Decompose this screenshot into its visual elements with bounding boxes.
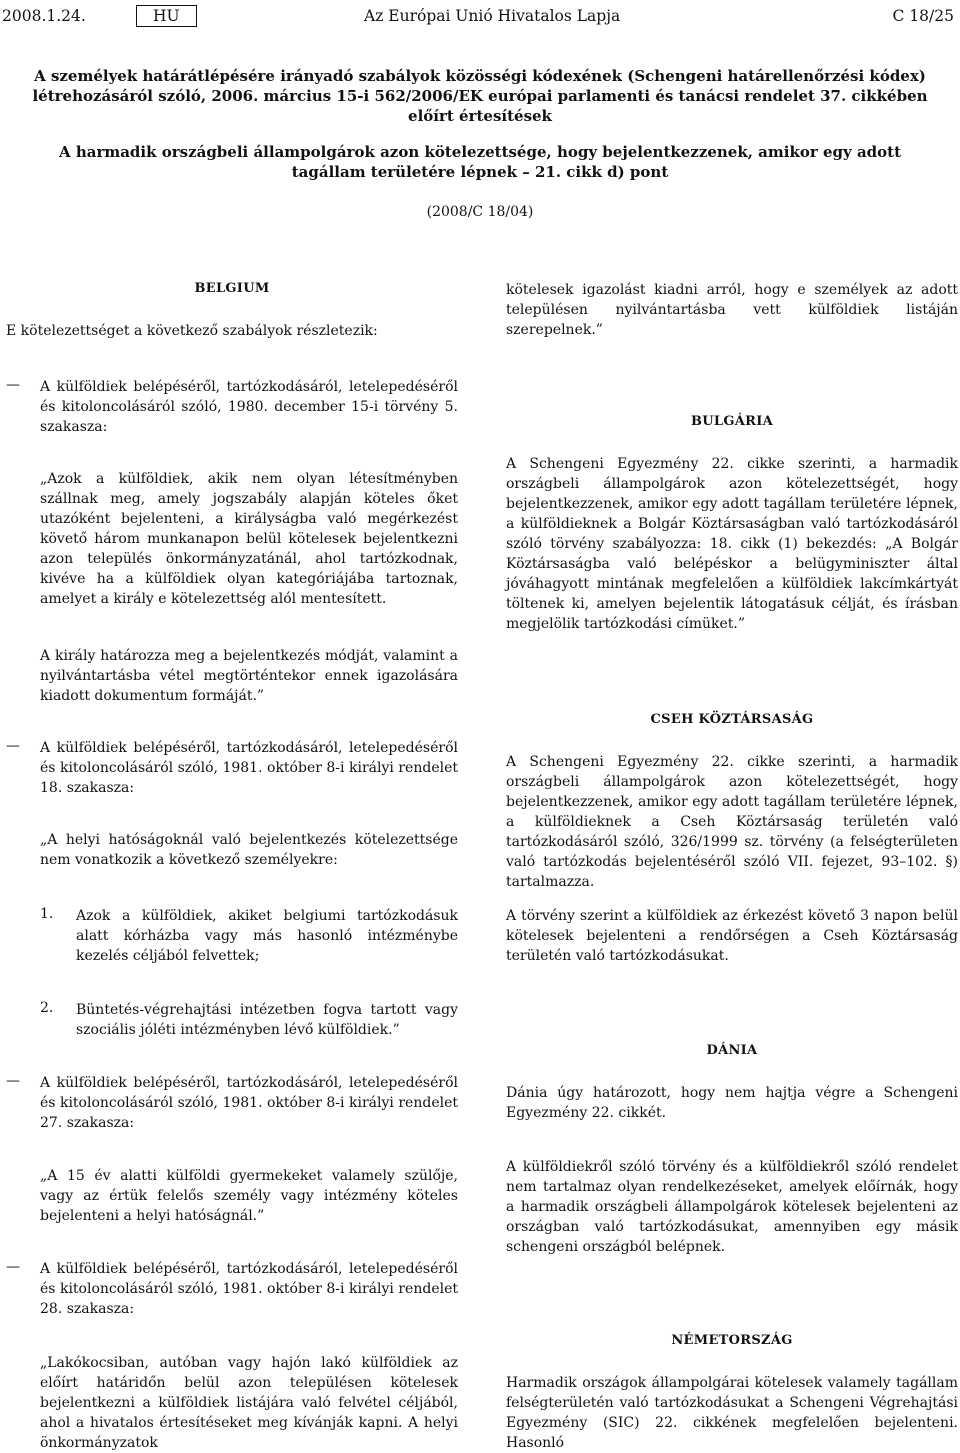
heading-belgium: BELGIUM (194, 281, 270, 296)
dash-marker: — (6, 1259, 20, 1275)
header-date: 2008.1.24. (2, 7, 86, 25)
czech-text-2: A törvény szerint a külföldiek az érkezést követő 3 napon belül kötelesek bejelenteni a rendőrségen a Cseh Köztársaság területén való tartózkodásukat. (506, 908, 958, 964)
belgium-quote-1: „Azok a külföldiek, akik nem olyan létesítményben szállnak meg, amely jogszabály alapján köteles őket utazóként bejelenteni, a királyságba való megérkezést követő három munkanapon belül kötelesek bejelentkezni azon település önkormányzatánál, ahol tartózkodnak, kivéve ha a külföldiek olyan kategóriájába tartoznak, amelyet a király e kötelezettség alól mentesített. (40, 471, 458, 607)
heading-bulgaria: BULGÁRIA (690, 414, 774, 429)
germany-text: Harmadik országok állampolgárai kötelesek valamely tagállam felségterületén való tartózkodásukat a Schengeni Végrehajtási Egyezmény (SIC) 22. cikkének megfelelően bejelenteni. Hasonló (506, 1375, 958, 1451)
belgium-quote-3: „A 15 év alatti külföldi gyermekeket valamely szülője, vagy az értük felelős személy vagy intézmény köteles bejelenteni a helyi hatóságnál.” (40, 1168, 458, 1224)
header-journal-name: Az Európai Unió Hivatalos Lapja (364, 7, 621, 25)
bulgaria-text: A Schengeni Egyezmény 22. cikke szerinti, a harmadik országbeli állampolgárok azon kötelezettségét, hogy bejelentkezzenek, amikor egy adott tagállam területére lépnek, a külföldieknek a Bolgár Köztársaságban való tartózkodásáról szóló törvény szabályozza: 18. cikk (1) bekezdés: „A Bolgár Köztársaságba való belépéskor a belügyminiszter által jóváhagyott mintának megfelelően a külföldiek lakcímkártyát töltenek ki, amelyen bejelentik látogatásuk célját, és írásban megjelölik tartózkodási címüket.” (506, 456, 958, 632)
heading-germany: NÉMETORSZÁG (671, 1333, 793, 1348)
document-subtitle: A harmadik országbeli állampolgárok azon kötelezettsége, hogy bejelentkezzenek, amikor egy adott tagállam területére lépnek – 21. cikk d) pont (58, 143, 902, 181)
document-reference: (2008/C 18/04) (426, 204, 534, 220)
heading-czech-republic: CSEH KÖZTÁRSASÁG (650, 712, 814, 727)
czech-text: A Schengeni Egyezmény 22. cikke szerinti, a harmadik országbeli állampolgárok azon kötelezettségét, hogy bejelentkezzenek, amikor egy adott tagállam területére lépnek, a külföldieknek a Cseh Köztársaság területén való tartózkodásáról szóló, 326/1999 sz. törvény (a felségterületen való tartózkodás bejelentéséről szóló VII. fejezet, 93–102. §) tartalmazza. (506, 754, 958, 890)
heading-denmark: DÁNIA (706, 1043, 758, 1058)
denmark-text: Dánia úgy határozott, hogy nem hajtja végre a Schengeni Egyezmény 22. cikkét. (506, 1085, 958, 1121)
belgium-exemption-1: Azok a külföldiek, akiket belgiumi tartózkodásuk alatt kórházba vagy más hasonló intézménybe kezelés céljából felvettek; (76, 908, 458, 964)
header-page-number: C 18/25 (892, 7, 954, 25)
belgium-quote-4: „Lakókocsiban, autóban vagy hajón lakó külföldiek az előírt határidőn belül azon településen kötelesek bejelentkezni a külföldiek listájára való felvétel céljából, ahol a hivatalos értesítéseket meg kívánják kapni. A helyi önkormányzatok (40, 1355, 458, 1451)
belgium-continuation: kötelesek igazolást kiadni arról, hogy e személyek az adott településen nyilvántartásba vett külföldiek listáján szerepelnek.” (506, 282, 958, 338)
belgium-intro: E kötelezettséget a következő szabályok részletezik: (6, 323, 378, 339)
belgium-item-2: A külföldiek belépéséről, tartózkodásáról, letelepedéséről és kitoloncolásáról szóló, 1981. október 8-i királyi rendelet 18. szakasza: (40, 740, 458, 796)
document-title: A személyek határátlépésére irányadó szabályok közösségi kódexének (Schengeni határellenőrzési kódex) létrehozásáról szóló, 2006. március 15-i 562/2006/EK európai parlamenti és tanácsi rendelet 37. cikkében előírt értesítések (32, 67, 928, 125)
belgium-item-1: A külföldiek belépéséről, tartózkodásáról, letelepedéséről és kitoloncolásáról szóló, 1980. december 15-i törvény 5. szakasza: (40, 379, 458, 435)
belgium-quote-1b: A király határozza meg a bejelentkezés módját, valamint a nyilvántartásba vétel megtörténtekor ennek igazolására kiadott dokumentum formáját.” (40, 648, 458, 704)
belgium-item-3: A külföldiek belépéséről, tartózkodásáról, letelepedéséről és kitoloncolásáról szóló, 1981. október 8-i királyi rendelet 27. szakasza: (40, 1075, 458, 1131)
denmark-text-2: A külföldiekről szóló törvény és a külföldiekről szóló rendelet nem tartalmaz olyan rendelkezéseket, amelyek előírnák, hogy a harmadik országbeli állampolgárok kötelesek bejelenteni az országban való tartózkodásukat, amennyiben egy másik schengeni országból belépnek. (506, 1159, 958, 1255)
belgium-quote-2: „A helyi hatóságoknál való bejelentkezés kötelezettsége nem vonatkozik a következő személyekre: (40, 832, 458, 868)
header-language-code: HU (136, 5, 197, 27)
page-header (0, 4, 960, 28)
list-number: 1. (40, 906, 54, 922)
list-number: 2. (40, 1000, 54, 1016)
dash-marker: — (6, 1073, 20, 1089)
dash-marker: — (6, 738, 20, 754)
belgium-exemption-2: Büntetés-végrehajtási intézetben fogva tartott vagy szociális jóléti intézményben lévő külföldiek.” (76, 1002, 458, 1038)
belgium-item-4: A külföldiek belépéséről, tartózkodásáról, letelepedéséről és kitoloncolásáról szóló, 1981. október 8-i királyi rendelet 28. szakasza: (40, 1261, 458, 1317)
dash-marker: — (6, 377, 20, 393)
